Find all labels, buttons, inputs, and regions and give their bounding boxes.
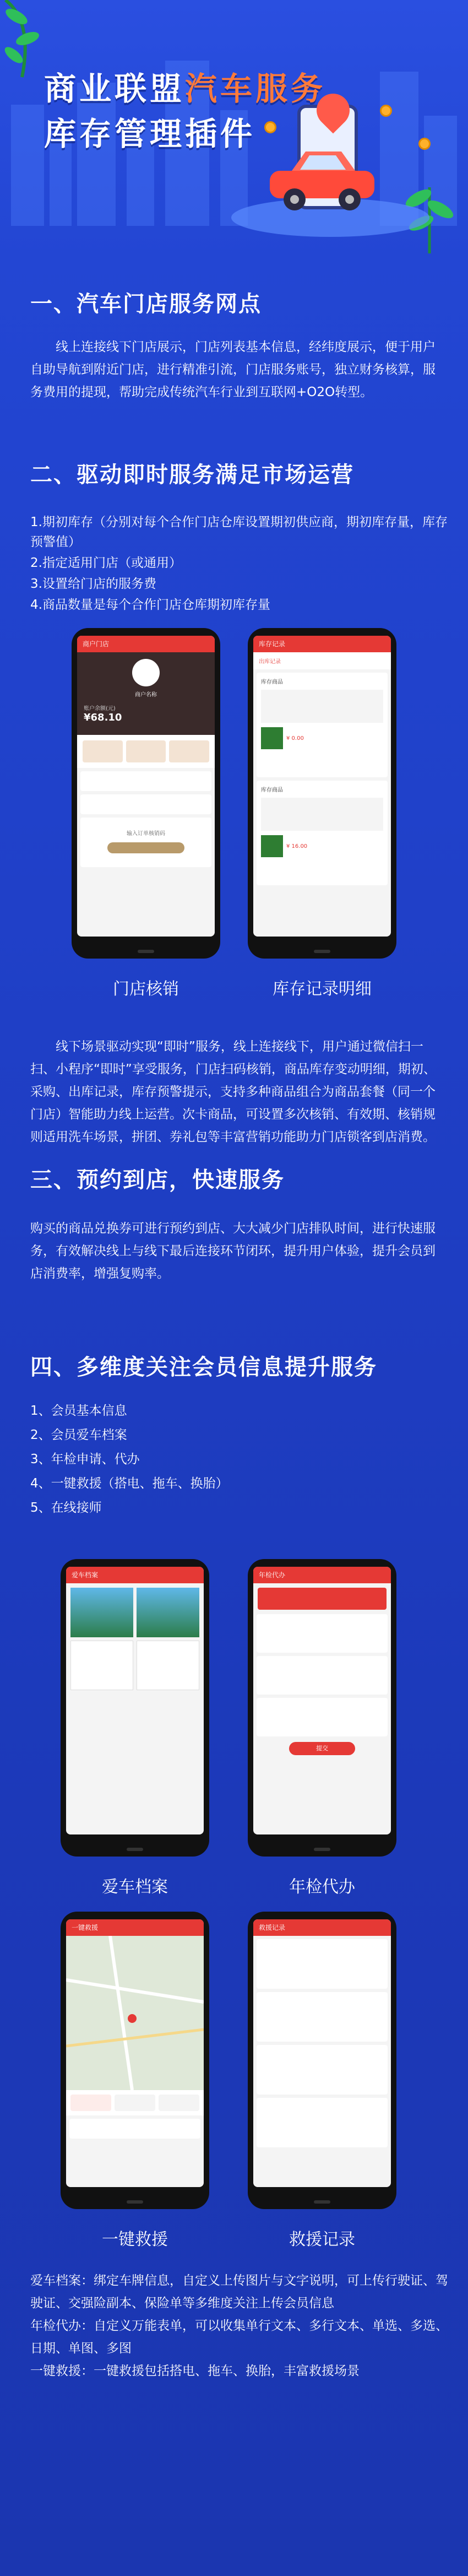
list-item: 2、会员爱车档案 (30, 1428, 127, 1442)
record-title: 库存商品 (261, 787, 283, 793)
phone-rescue-records (248, 1912, 396, 2209)
menu-tile[interactable] (169, 740, 209, 762)
phone-inspection (248, 1559, 396, 1857)
section3-title: 三、预约到店，快速服务 (30, 1167, 285, 1193)
amount-value: ¥68.10 (84, 712, 122, 723)
section2-list (30, 512, 449, 616)
phone-rescue (61, 1912, 209, 2209)
caption-car-profile: 爱车档案 (102, 1877, 168, 1897)
upload-field[interactable] (257, 1614, 388, 1653)
caption-store-verify: 门店核销 (113, 979, 179, 999)
list-item: 4.商品数量是每个合作门店仓库期初库存量 (30, 598, 270, 612)
section4-footer (30, 2270, 449, 2383)
caption-rescue: 一键救援 (102, 2230, 168, 2249)
tab-outbound[interactable]: 出库记录 (253, 652, 391, 669)
section2-title: 二、驱动即时服务满足市场运营 (30, 462, 354, 488)
section4-title: 四、多维度关注会员信息提升服务 (30, 1355, 377, 1380)
shop-name: 商户名称 (135, 692, 157, 698)
phone-topbar: 商户门店 (77, 636, 215, 652)
list-item: 3.设置给门店的服务费 (30, 577, 156, 591)
section1-title: 一、汽车门店服务网点 (30, 291, 262, 317)
map-view[interactable] (66, 1936, 204, 2090)
phone-topbar: 年检代办 (253, 1567, 391, 1583)
phone-store-verify (72, 628, 220, 959)
phone-topbar: 库存记录 (253, 636, 391, 652)
section3-body: 购买的商品兑换券可进行预约到店、大大减少门店排队时间，进行快速服务，有效解决线上与线下最后连接环节闭环，提升用户体验，提升会员到店消费率，增强复购率。 (30, 1221, 436, 1281)
record-title: 库存商品 (261, 679, 283, 685)
record-card[interactable] (257, 2098, 388, 2147)
list-item: 3、年检申请、代办 (30, 1452, 140, 1466)
list-item[interactable] (80, 794, 211, 814)
record-price: ¥ 0.00 (286, 735, 304, 742)
caption-inventory: 库存记录明细 (273, 979, 372, 999)
menu-tile[interactable] (126, 740, 166, 762)
footer-line: 一键救援：一键救援包括搭电、拖车、换胎，丰富救援场景 (30, 2364, 360, 2378)
caption-rescue-records: 救援记录 (289, 2230, 355, 2249)
coin-icon (418, 138, 431, 150)
section4-list (30, 1399, 449, 1520)
rescue-option[interactable] (70, 2095, 111, 2111)
list-item: 1.期初库存（分别对每个合作门店仓库设置期初供应商，期初库存量，库存预警值） (30, 515, 448, 549)
footer-line: 年检代办：自定义万能表单，可以收集单行文本、多行文本、单选、多选、日期、单图、多图 (30, 2319, 448, 2356)
phone-topbar: 救援记录 (253, 1919, 391, 1936)
section2-body: 线下场景驱动实现“即时”服务，线上连接线下，用户通过微信扫一扫、小程序“即时”享受服务，门店扫码核销，商品库存变动明细，期初、采购、出库记录，库存预警提示，支持多种商品组合为商品套餐（同一个门店）智能助力线上运营。次卡商品，可设置多次核销、有效期、核销规则适用洗车场景，拼团、券礼包等丰富营销功能助力门店锁客到店消费。 (30, 1040, 436, 1144)
menu-tile[interactable] (83, 740, 123, 762)
list-item: 5、在线接师 (30, 1501, 102, 1515)
list-item: 1、会员基本信息 (30, 1404, 127, 1418)
hero-banner (0, 0, 468, 264)
record-card[interactable] (257, 2045, 388, 2095)
amount-label: 账户余额(元) (84, 706, 116, 712)
rescue-option[interactable] (115, 2095, 155, 2111)
verify-code-input[interactable]: 输入订单核销码 (127, 831, 165, 837)
record-card[interactable] (257, 1992, 388, 2042)
upload-field[interactable] (257, 1698, 388, 1736)
record-price: ¥ 16.00 (286, 843, 308, 849)
caption-inspection: 年检代办 (289, 1877, 355, 1897)
footer-line: 爱车档案：绑定车牌信息，自定义上传图片与文字说明，可上传行驶证、驾驶证、交强险副本、保险单等多维度关注上传会员信息 (30, 2274, 448, 2310)
address-field[interactable] (69, 2119, 200, 2139)
upload-field[interactable] (257, 1656, 388, 1695)
list-item[interactable] (80, 771, 211, 791)
verify-button[interactable] (107, 842, 184, 853)
list-item: 2.指定适用门店（或通用） (30, 556, 182, 570)
phone-inventory (248, 628, 396, 959)
record-card[interactable] (257, 1939, 388, 1989)
coin-icon (380, 105, 392, 117)
section1-body: 线上连接线下门店展示，门店列表基本信息，经纬度展示，便于用户自助导航到附近门店，进行精准引流，门店服务账号，独立财务核算，服务费用的提现，帮助完成传统汽车行业到互联网+O2O转型。 (30, 340, 436, 399)
avatar (132, 659, 160, 686)
phone-topbar: 一键救援 (66, 1919, 204, 1936)
submit-button[interactable]: 提交 (289, 1742, 355, 1755)
list-item: 4、一键救援（搭电、拖车、换胎） (30, 1476, 228, 1491)
hero-title: 商业联盟汽车服务 库存管理插件 (44, 70, 326, 153)
phone-topbar: 爱车档案 (66, 1567, 204, 1583)
rescue-option[interactable] (159, 2095, 199, 2111)
phone-car-profile (61, 1559, 209, 1857)
